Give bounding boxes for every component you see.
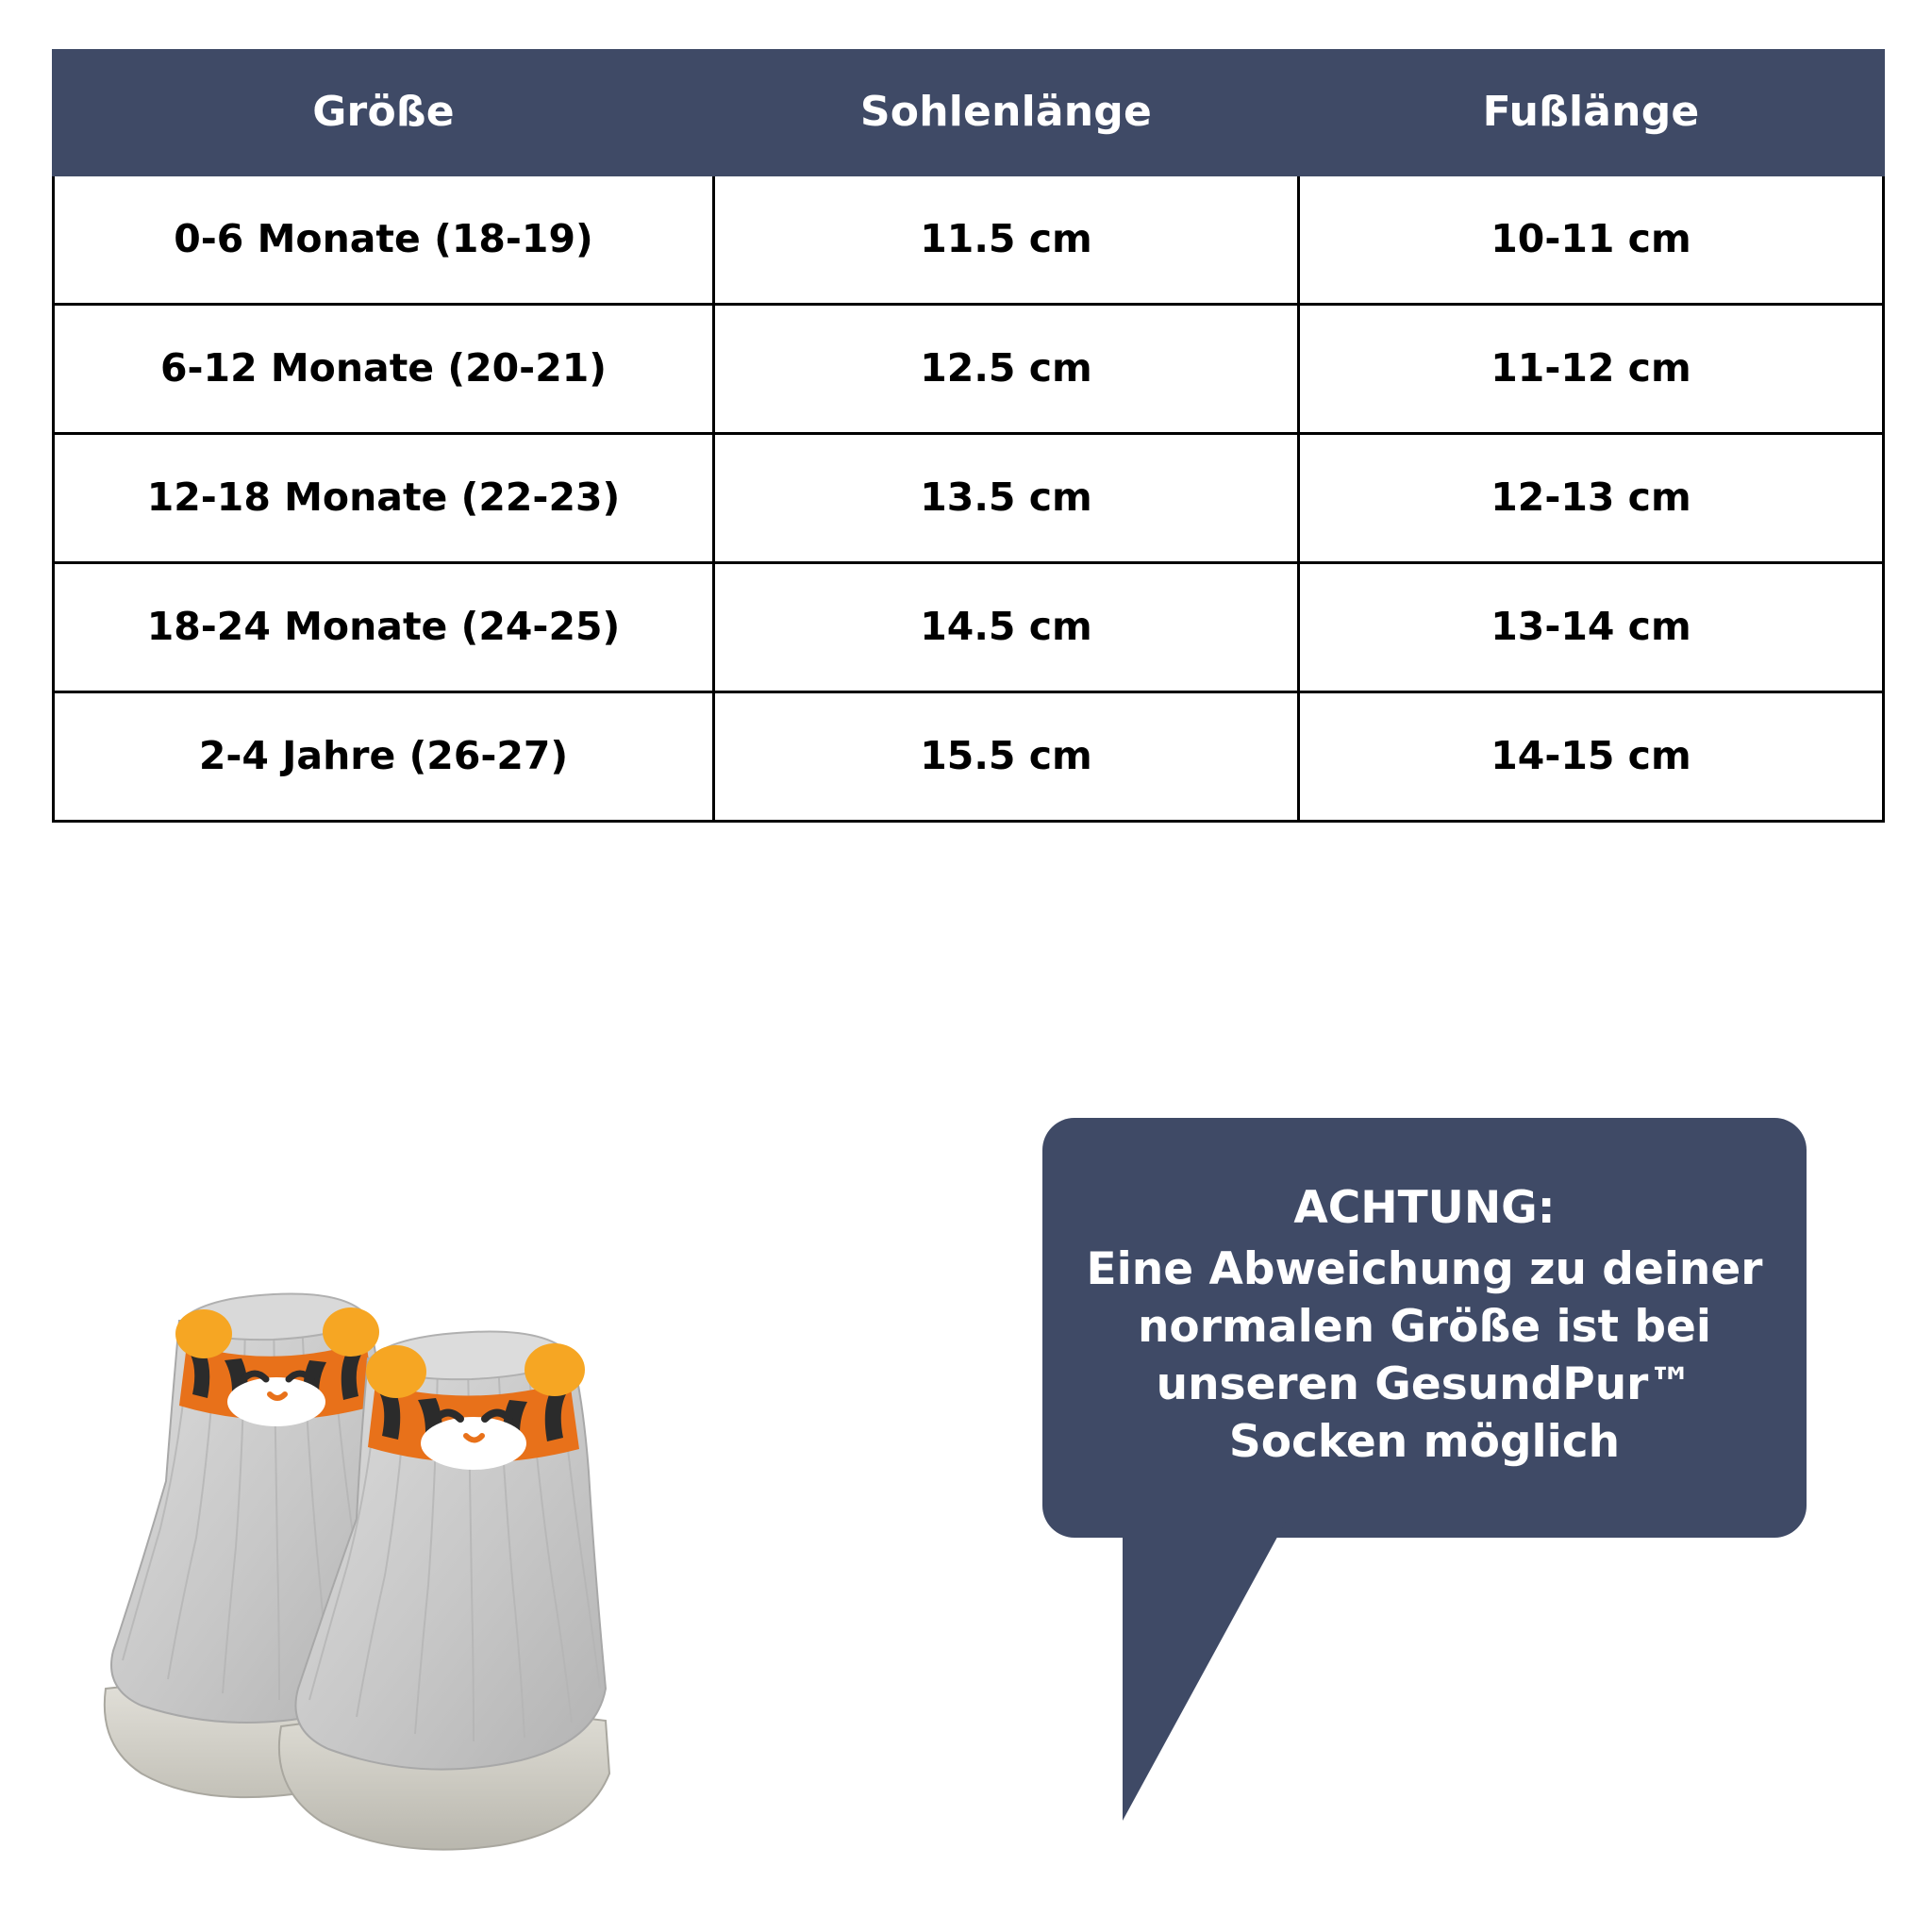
- tiger-ear-icon: [175, 1309, 232, 1358]
- table-row: [54, 692, 1884, 822]
- notice-bubble: [1042, 1118, 1807, 1538]
- tiger-ear-icon: [525, 1343, 585, 1396]
- product-photo: [85, 1123, 726, 1858]
- cell-foot-length: 14-15 cm: [1299, 692, 1884, 822]
- cell-foot-length: 12-13 cm: [1299, 434, 1884, 563]
- cell-size: 6-12 Monate (20-21): [54, 305, 714, 434]
- cell-size: 2-4 Jahre (26-27): [54, 692, 714, 822]
- size-table-container: [52, 49, 1882, 823]
- cell-size: 12-18 Monate (22-23): [54, 434, 714, 563]
- notice-body: Eine Abweichung zu deiner normalen Größe ist bei unseren GesundPur™ Socken möglich: [1086, 1243, 1763, 1469]
- table-row: [54, 305, 1884, 434]
- cell-size: 0-6 Monate (18-19): [54, 175, 714, 305]
- tiger-ear-icon: [366, 1345, 426, 1398]
- cell-sole-length: 13.5 cm: [714, 434, 1299, 563]
- cell-foot-length: 10-11 cm: [1299, 175, 1884, 305]
- cell-sole-length: 15.5 cm: [714, 692, 1299, 822]
- table-row: [54, 563, 1884, 692]
- cell-size: 18-24 Monate (24-25): [54, 563, 714, 692]
- cell-sole-length: 11.5 cm: [714, 175, 1299, 305]
- size-table: [52, 49, 1885, 823]
- cell-foot-length: 11-12 cm: [1299, 305, 1884, 434]
- cell-sole-length: 12.5 cm: [714, 305, 1299, 434]
- column-header-groesse: Größe: [54, 51, 714, 175]
- notice-title: ACHTUNG:: [1293, 1182, 1556, 1234]
- table-header-row: [54, 51, 1884, 175]
- lower-section: [0, 1066, 1932, 1932]
- table-row: [54, 175, 1884, 305]
- column-header-sohlenlaenge: Sohlenlänge: [714, 51, 1299, 175]
- table-row: [54, 434, 1884, 563]
- baby-sock-shoes-illustration: [85, 1123, 726, 1858]
- cell-sole-length: 14.5 cm: [714, 563, 1299, 692]
- tiger-ear-icon: [323, 1307, 379, 1357]
- cell-foot-length: 13-14 cm: [1299, 563, 1884, 692]
- column-header-fusslaenge: Fußlänge: [1299, 51, 1884, 175]
- notice-bubble-tail: [1085, 1509, 1368, 1906]
